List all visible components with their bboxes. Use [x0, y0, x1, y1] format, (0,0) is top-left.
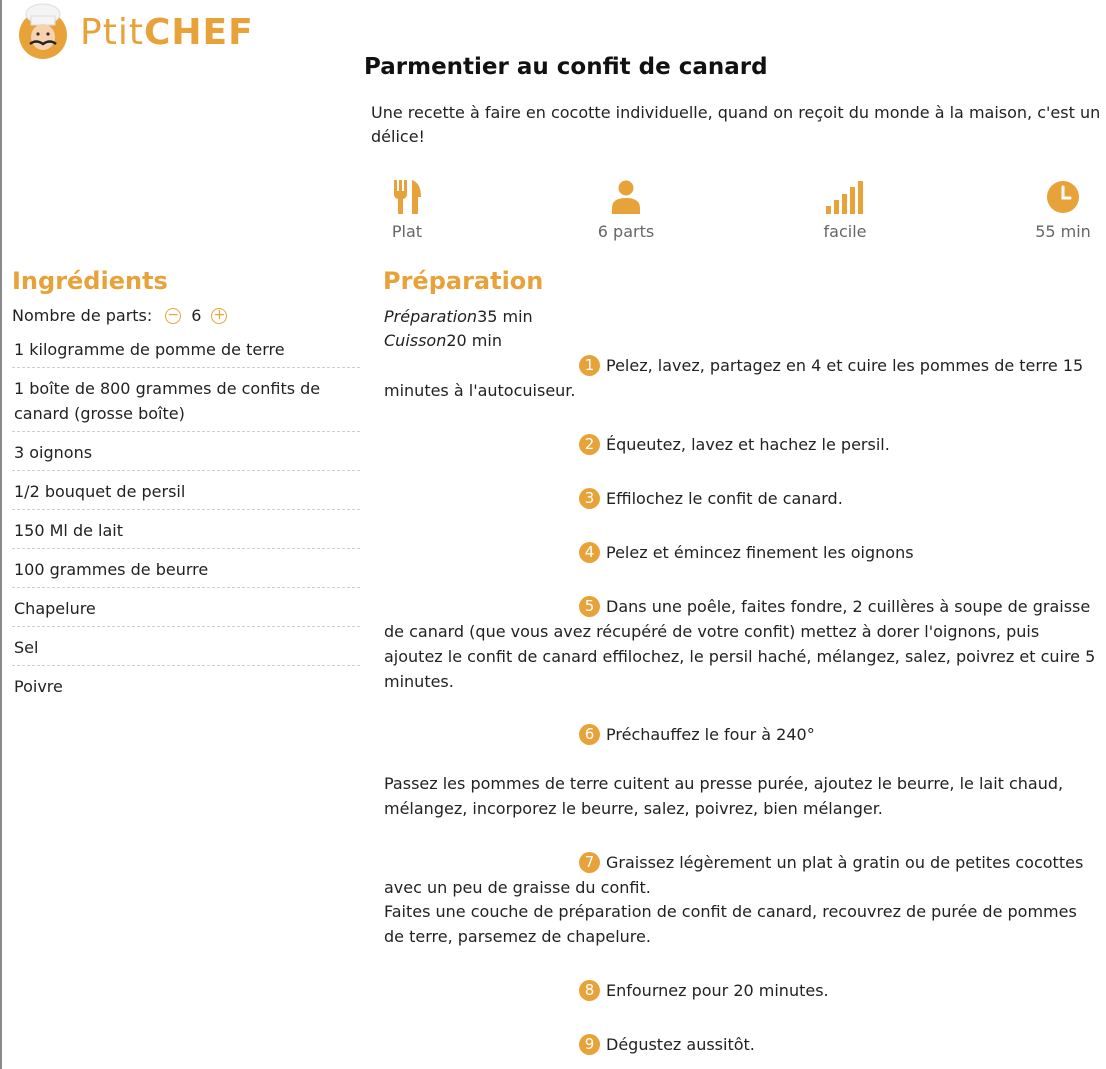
- cook-time-row: [384, 329, 533, 353]
- info-difficulty: [785, 180, 905, 241]
- step-text: Enfournez pour 20 minutes.: [606, 981, 829, 1000]
- ingredient-item: 100 grammes de beurre: [12, 549, 360, 588]
- step-number-badge: 7: [579, 852, 600, 873]
- step-9: [384, 1032, 1096, 1057]
- servings-stepper: [12, 306, 227, 325]
- ingredient-item: 1 boîte de 800 grammes de confits de canard (grosse boîte): [12, 368, 360, 432]
- step-5: [384, 594, 1096, 694]
- ingredient-item: Sel: [12, 627, 360, 666]
- prep-time-label: Préparation: [384, 307, 478, 326]
- dish-type-label: Plat: [391, 222, 423, 241]
- step-7-note: Faites une couche de préparation de confit de canard, recouvrez de purée de pommes de terre, parsemez de chapelure.: [384, 902, 1077, 946]
- step-8: [384, 978, 1096, 1003]
- ingredient-item: Poivre: [14, 677, 63, 696]
- prep-time-row: [384, 305, 533, 329]
- step-number-badge: 6: [579, 724, 600, 745]
- logo-text: PtitCHEF: [80, 11, 254, 53]
- chef-mascot-icon: [12, 2, 74, 62]
- step-3: [384, 486, 1096, 511]
- info-dish-type: [347, 180, 467, 241]
- prep-time-value: 35 min: [477, 307, 533, 326]
- info-total-time: [1003, 180, 1106, 241]
- difficulty-label: facile: [823, 222, 867, 241]
- step-number-badge: 2: [579, 434, 600, 455]
- difficulty-bars-icon: [825, 180, 865, 214]
- step-text: Pelez et émincez finement les oignons: [606, 543, 914, 562]
- step-text: Dans une poêle, faites fondre, 2 cuillères à soupe de graisse de canard (que vous avez récupéré de votre confit) mettez à dorer l'oignons, puis ajoutez le confit de canard effilochez, le persil haché, mélangez, salez, poivrez et cuire 5 minutes.: [384, 597, 1096, 691]
- ingredient-item: 3 oignons: [12, 432, 360, 471]
- step-4: [384, 540, 1096, 565]
- step-6: [384, 722, 1096, 747]
- ingredient-item: 1/2 bouquet de persil: [12, 471, 360, 510]
- step-number-badge: 1: [579, 355, 600, 376]
- step-2: [384, 432, 1096, 457]
- info-servings: [566, 180, 686, 241]
- cook-time-value: 20 min: [446, 331, 502, 350]
- step-text: Préchauffez le four à 240°: [606, 725, 815, 744]
- ingredient-item: Chapelure: [12, 588, 360, 627]
- ingredient-item: 1 kilogramme de pomme de terre: [12, 329, 360, 368]
- prep-times: [384, 305, 533, 353]
- step-number-badge: 3: [579, 488, 600, 509]
- step-text: Graissez légèrement un plat à gratin ou de petites cocottes avec un peu de graisse du confit.: [384, 853, 1084, 897]
- servings-label: 6 parts: [597, 222, 655, 241]
- preparation-heading: Préparation: [383, 267, 544, 295]
- step-text: Dégustez aussitôt.: [606, 1035, 755, 1054]
- decrease-servings-button[interactable]: −: [165, 308, 181, 324]
- ingredients-heading: Ingrédients: [12, 267, 168, 295]
- total-time-label: 55 min: [1035, 222, 1091, 241]
- step-number-badge: 8: [579, 980, 600, 1001]
- servings-stepper-label: Nombre de parts:: [12, 306, 153, 325]
- step-6-note: Passez les pommes de terre cuitent au presse purée, ajoutez le beurre, le lait chaud, mélangez, incorporez le beurre, salez, poivrez, bien mélanger.: [384, 774, 1064, 818]
- ingredient-list: [12, 329, 360, 704]
- step-1: [384, 353, 1096, 403]
- clock-icon: [1046, 180, 1080, 214]
- step-number-badge: 9: [579, 1034, 600, 1055]
- increase-servings-button[interactable]: +: [211, 308, 227, 324]
- step-text: Équeutez, lavez et hachez le persil.: [606, 435, 890, 454]
- step-number-badge: 5: [579, 596, 600, 617]
- fork-knife-icon: [391, 180, 423, 214]
- recipe-title: Parmentier au confit de canard: [364, 54, 768, 80]
- cook-time-label: Cuisson: [384, 331, 447, 350]
- step-text: Pelez, lavez, partagez en 4 et cuire les pommes de terre 15 minutes à l'autocuiseur.: [384, 356, 1084, 400]
- ptitchef-logo[interactable]: [12, 2, 254, 62]
- step-7: [384, 850, 1096, 900]
- ingredient-item: 150 Ml de lait: [12, 510, 360, 549]
- person-icon: [610, 180, 642, 214]
- step-number-badge: 4: [579, 542, 600, 563]
- recipe-intro: Une recette à faire en cocotte individuelle, quand on reçoit du monde à la maison, c'est un délice!: [371, 103, 1101, 146]
- servings-value: 6: [191, 306, 202, 325]
- step-text: Effilochez le confit de canard.: [606, 489, 843, 508]
